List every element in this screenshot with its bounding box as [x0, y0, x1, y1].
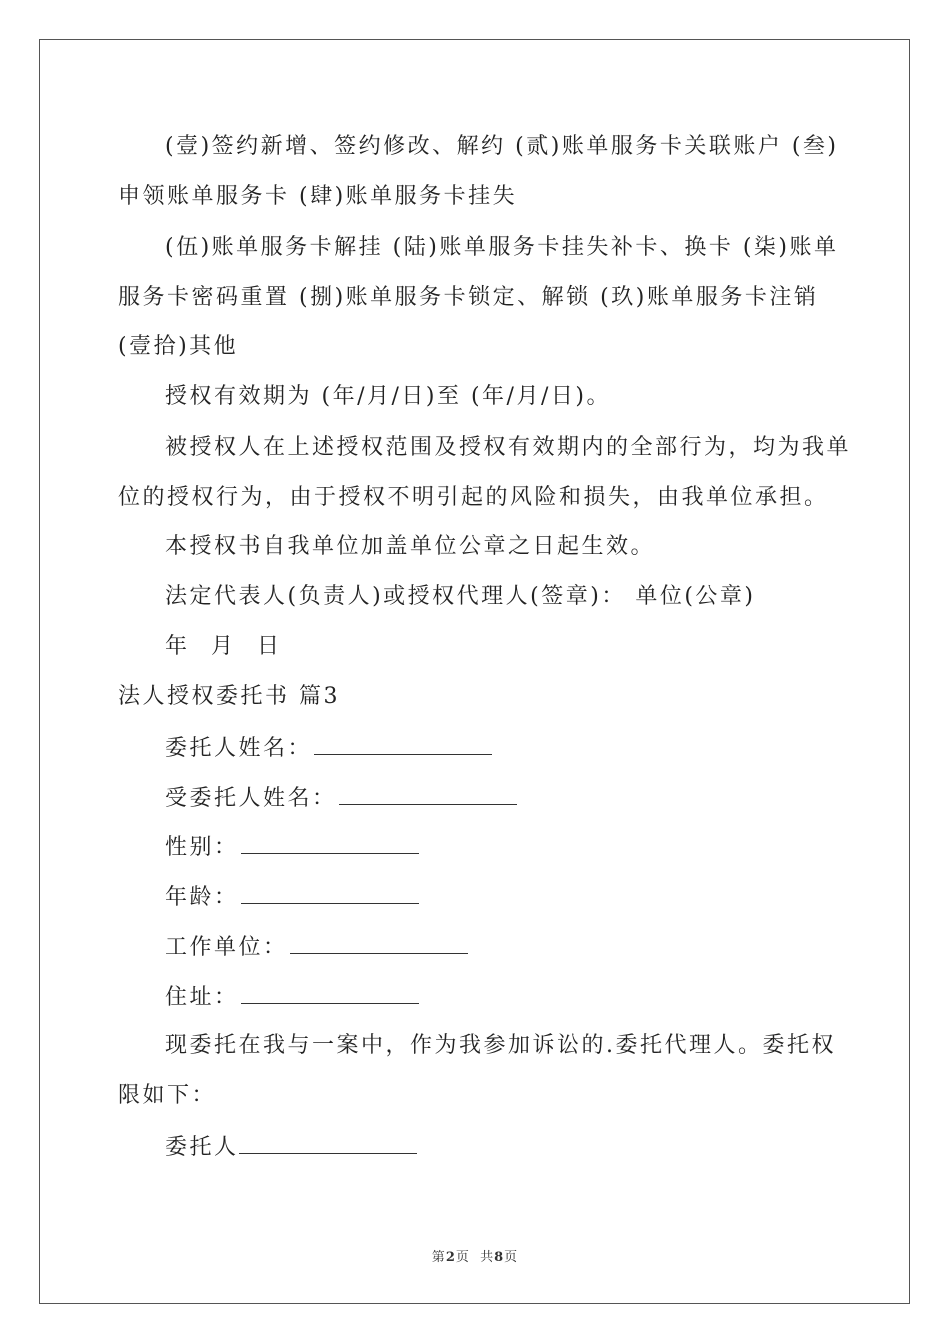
text-line: 申领账单服务卡 (肆)账单服务卡挂失	[118, 184, 518, 209]
text-line: 限如下：	[118, 1083, 217, 1108]
form-field	[165, 881, 419, 913]
text-line: 授权有效期为 (年/月/日)至 (年/月/日)。	[165, 384, 611, 409]
text-line: (壹拾)其他	[118, 334, 239, 359]
text-line: 法定代表人(负责人)或授权代理人(签章)： 单位(公章)	[165, 584, 756, 609]
field-label: 工作单位：	[165, 935, 288, 960]
field-label: 委托人	[165, 1135, 239, 1160]
text-line: 位的授权行为，由于授权不明引起的风险和损失，由我单位承担。	[118, 485, 829, 510]
page-footer: 第2页 共8页	[431, 1250, 519, 1265]
field-label: 委托人姓名：	[165, 736, 313, 761]
text-line: 服务卡密码重置 (捌)账单服务卡锁定、解锁 (玖)账单服务卡注销	[118, 285, 819, 310]
total-pages: 8	[494, 1250, 505, 1265]
form-field	[165, 1131, 417, 1163]
text-line: 被授权人在上述授权范围及授权有效期内的全部行为，均为我单	[165, 435, 852, 460]
field-blank	[290, 931, 468, 954]
text-line: (伍)账单服务卡解挂 (陆)账单服务卡挂失补卡、换卡 (柒)账单	[165, 235, 839, 260]
field-blank	[339, 782, 517, 805]
date-line: 年 月 日	[165, 634, 282, 659]
field-blank	[239, 1131, 417, 1154]
page-border	[39, 39, 910, 1304]
form-field	[165, 732, 492, 764]
text-line: 本授权书自我单位加盖单位公章之日起生效。	[165, 534, 656, 559]
current-page: 2	[445, 1250, 456, 1265]
field-label: 性别：	[165, 835, 239, 860]
field-label: 受委托人姓名：	[165, 786, 337, 811]
field-blank	[314, 732, 492, 755]
form-field	[165, 782, 517, 814]
text-line: 现委托在我与一案中，作为我参加诉讼的.委托代理人。委托权	[165, 1033, 836, 1058]
field-label: 住址：	[165, 985, 239, 1010]
field-blank	[241, 881, 419, 904]
field-blank	[241, 831, 419, 854]
field-label: 年龄：	[165, 885, 239, 910]
text-line: (壹)签约新增、签约修改、解约 (贰)账单服务卡关联账户 (叁)	[165, 134, 839, 159]
field-blank	[241, 981, 419, 1004]
form-field	[165, 931, 468, 963]
form-field	[165, 831, 419, 863]
form-field	[165, 981, 419, 1013]
section-heading: 法人授权委托书 篇3	[118, 684, 340, 709]
